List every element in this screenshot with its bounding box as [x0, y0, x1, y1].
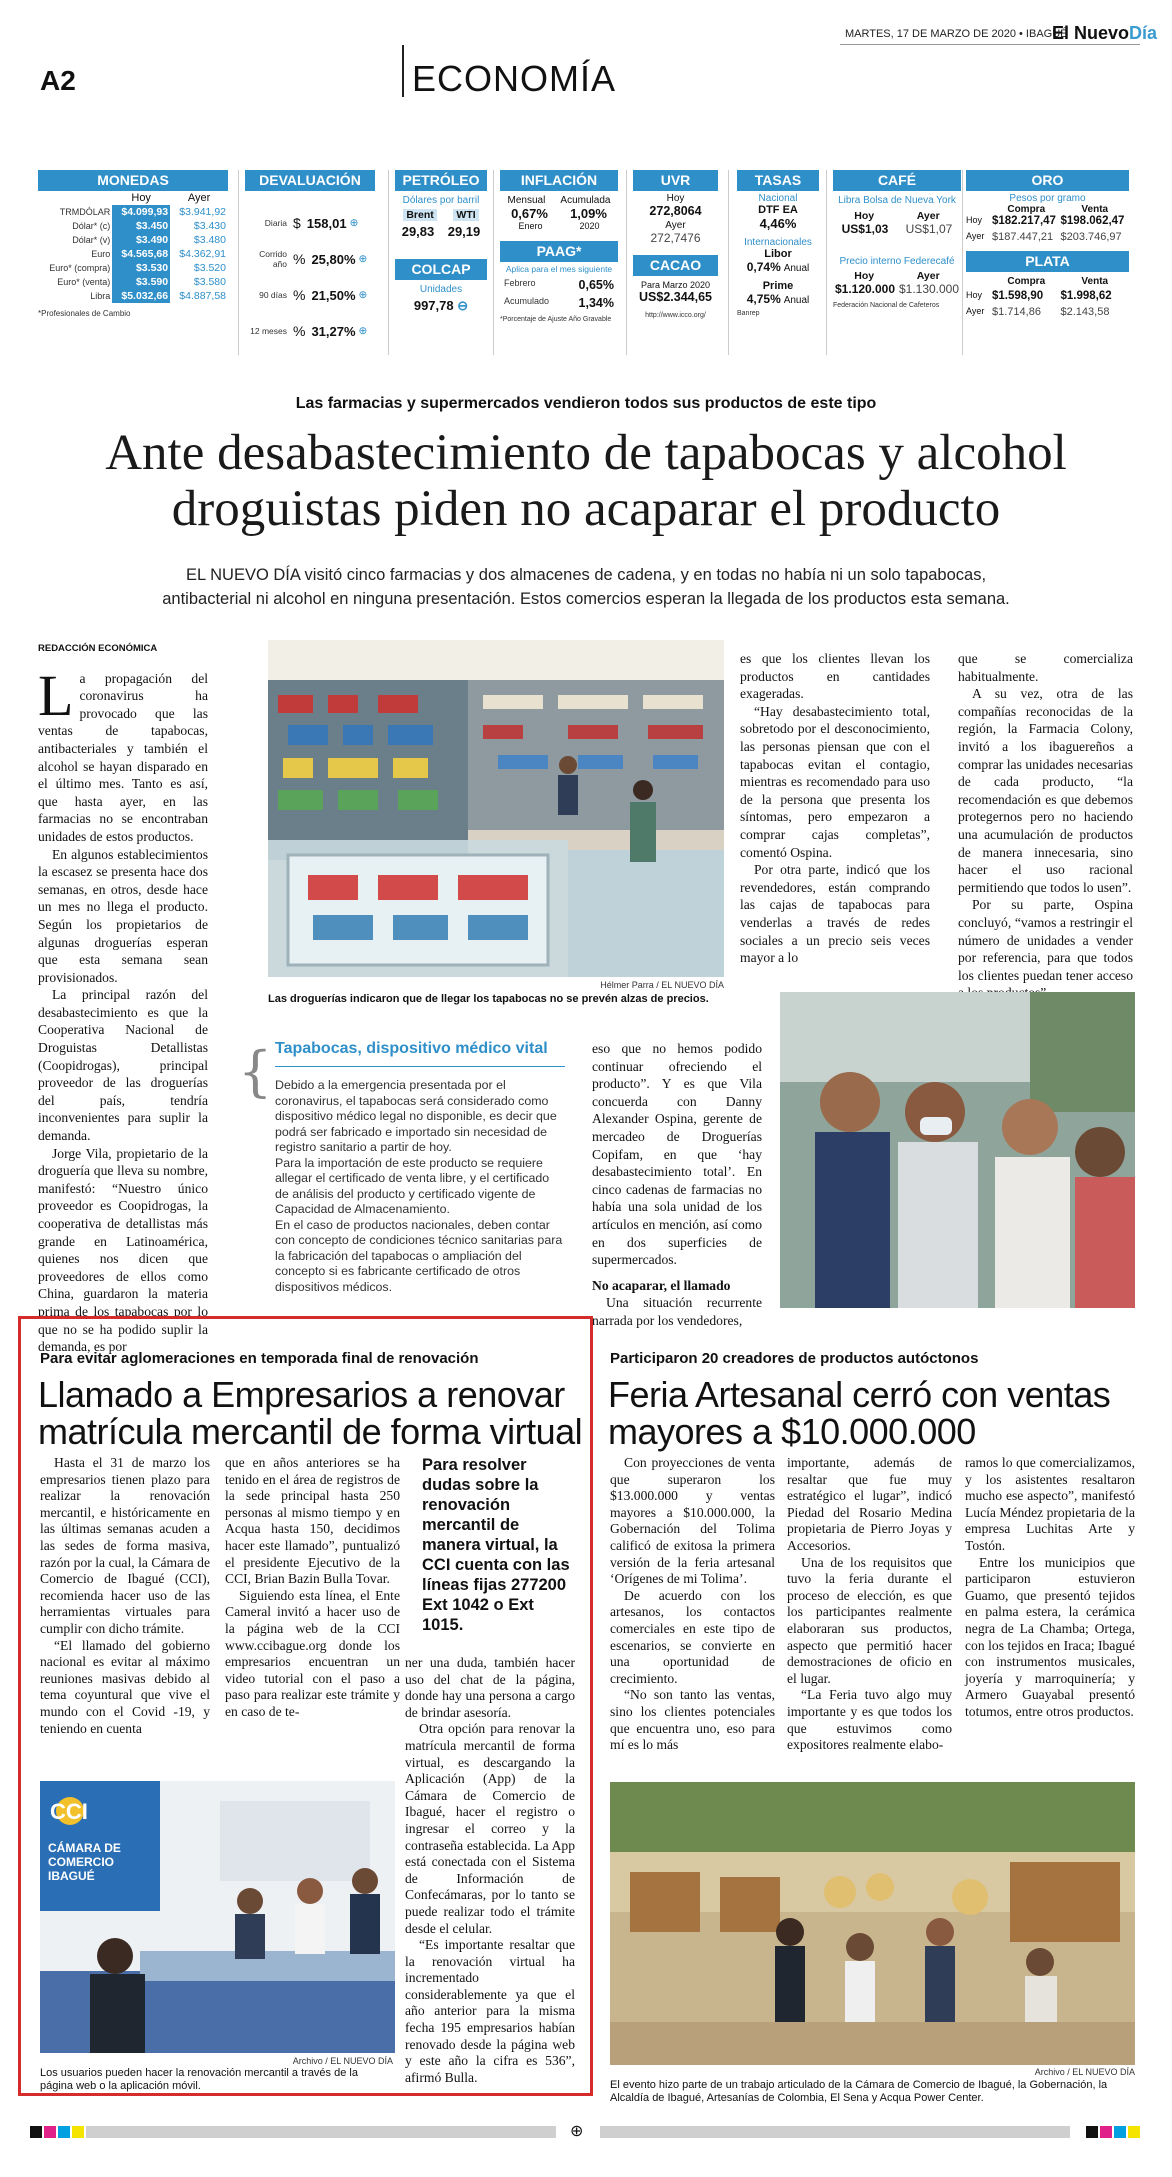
paragraph: Otra opción para renovar la matrícula mercantil de forma virtual, es descargando la Aplicación (App) de la Cámara de Comercio de Ibagué, hacer el registro o ingresar el correo y la contraseña establecida. La App está conectada con el Sistema de Información de Confecámaras, por lo tanto se puede realizar todo el trámite desde el celular.: [405, 1721, 575, 1936]
oro-row-ayer: Ayer $187.447,21 $203.746,97: [966, 231, 1122, 243]
paragraph: “El llamado del gobierno nacional es evitar al máximo reuniones masivas debido al tema coyuntural que vive el mundo con el Covid -19, y teniendo en cuenta: [40, 1637, 210, 1736]
divider: [728, 170, 729, 355]
tasas-note: Banrep: [737, 310, 760, 317]
paragraph: “Hay desabastecimiento total, sobretodo por el desconocimiento, las personas piensan que con el tapabocas evitan el contagio, mientras es recomendado para uso de la persona que presenta los síntomas, pero empezaron a comprar cajas completas”, comentó Ospina.: [740, 703, 930, 860]
arrow-down-icon: ⊖: [457, 298, 469, 313]
table-row: Euro* (compra) $3.530 $3.520: [49, 262, 226, 274]
prime-value: 4,75% Anual: [746, 292, 810, 306]
wti-value: 29,19: [447, 224, 481, 239]
devaluacion-row: 12 meses % 31,27% ⊕: [250, 323, 368, 339]
photo-caption: Las droguerías indicaron que de llegar los tapabocas no se prevén alzas de precios.: [268, 993, 709, 1005]
devaluacion-title: DEVALUACIÓN: [245, 170, 375, 191]
dtf-value: 4,46%: [759, 216, 797, 231]
cacao-value: US$2.344,65: [639, 290, 712, 304]
monedas-title: MONEDAS: [38, 170, 228, 191]
table-row: Libra $5.032,66 $4.887,58: [90, 290, 226, 302]
main-column-4: [958, 650, 1133, 1002]
monedas-table: [38, 191, 228, 303]
main-headline: [20, 425, 1152, 537]
paragraph: En el caso de productos nacionales, deben contar con concepto de condiciones técnico sanitarias para la fabricación del tapabocas o ampliación del concepto si es fabricante certificado de otros dispositivos médicos.: [275, 1217, 563, 1294]
paragraph: Debido a la emergencia presentada por el coronavirus, el tapabocas será considerado como dispositivo médico legal no disponible, es decir que podrá ser fabricado e importado sin necesidad de registro sanitario a partir de hoy.: [275, 1078, 557, 1154]
cacao-note: http://www.icco.org/: [645, 312, 706, 319]
lead-line-2: antibacterial ni alcohol en ninguna presentación. Estos comercios esperan la llegada de los productos esta semana.: [162, 590, 1010, 608]
byline: REDACCIÓN ECONÓMICA: [38, 643, 158, 654]
paag-row: Febrero 0,65%: [504, 278, 614, 292]
paragraph: De acuerdo con los artesanos, los contactos comerciales en este tipo de escenarios, se convierte en una oportunidad de crecimiento.: [610, 1587, 775, 1686]
paragraph: que se comercializa habitualmente.: [958, 651, 1133, 684]
cci-office-photo: [40, 1781, 395, 2053]
arrow-up-icon: ⊕: [358, 253, 368, 265]
cafe-ny-hoy: US$1,03: [841, 222, 889, 236]
petroleo-sub: Dólares por barril: [402, 195, 480, 206]
date-line: MARTES, 17 DE MARZO DE 2020 • IBAGUÉ: [845, 28, 1068, 40]
oro-row-hoy: Hoy $182.217,47 $198.062,47: [966, 215, 1125, 227]
paragraph: A su vez, otra de las compañías reconocidas de la región, la Farmacia Colony, invitó a los ibaguereños a comprar las unidades necesarias de cada producto, “la recomendación es que debemos protegernos pero no haciendo una acumulación de productos de manera innecesaria, sino hacer el uso racional permitiendo que todos lo usen”.: [958, 686, 1133, 895]
col-hoy: Hoy: [131, 192, 151, 204]
cafe-title: CAFÉ: [833, 170, 961, 191]
cafe-ny-ayer: US$1,07: [905, 222, 953, 236]
colcap-value: 997,78 ⊖: [413, 298, 469, 313]
paragraph: Jorge Vila, propietario de la droguería que lleva su nombre, manifestó: “Nuestro único proveedor es Coopidrogas, la cooperativa de detallistas más grande en Latinoamérica, quienes nos dicen que proveedores de ellos como China, guardaron la materia prima de los tapabocas por lo que no se ha podido suplir la demanda, es por: [38, 1145, 208, 1355]
paragraph: “La Feria tuvo algo muy importante y es que todos los que estuvimos como expositores realmente elabo-: [787, 1687, 952, 1753]
col-ayer: Ayer: [187, 192, 211, 204]
tasas-panel: TASAS Nacional DTF EA 4,46% Internacionales Libor 0,74% Anual Prime 4,75% Anual Banrep: [737, 170, 819, 317]
colcap-sub: Unidades: [419, 284, 463, 295]
main-column-3: [740, 650, 930, 967]
right-column-3: [965, 1455, 1135, 1721]
uvr-panel: UVR Hoy 272,8064 Ayer 272,7476 CACAO Para Marzo 2020 US$2.344,65 http://www.icco.org/: [633, 170, 718, 319]
table-row: Euro* (venta) $3.590 $3.580: [57, 276, 226, 288]
paragraph: importante, además de resaltar que fue muy estratégico el lugar”, indicó Piedad del Rosario Medina propietaria de Pierro Joyas y Accesorios.: [787, 1455, 952, 1553]
left-kicker: Para evitar aglomeraciones en temporada final de renovación: [40, 1350, 479, 1367]
paragraph: “Es importante resaltar que la renovación virtual ha incrementado considerablemente ya que el año anterior para la misma fecha 195 empresarios habían renovado desde la página web y este año la cifra es 536”, afirmó Bulla.: [405, 1937, 575, 2085]
table-row: Euro $4.565,68 $4.362,91: [91, 248, 226, 260]
left-column-1: [40, 1455, 210, 1737]
right-kicker: Participaron 20 creadores de productos autóctonos: [610, 1350, 979, 1367]
main-lead: [80, 563, 1092, 611]
paragraph: Por su parte, Ospina concluyó, “vamos a restringir el número de unidades a vender por referencia, para que todos los clientes puedan tener acceso: [958, 897, 1133, 983]
registration-mark-icon: ⊕: [570, 2121, 584, 2140]
paragraph: Entre los municipios que participaron estuvieron Guamo, que presentó tejidos en palma estera, la cerámica negra de La Chamba; Ortega, con los tejidos en Iraca; Ibagué con instrumentos musicales, joyería y marroquinería; y Armero Guayabal presentó totumos, entre otros productos.: [965, 1554, 1135, 1719]
brand-logo: [1052, 23, 1157, 44]
page-number: A2: [40, 65, 76, 96]
headline-line-2: droguistas piden no acaparar el producto: [171, 481, 1001, 537]
photo-credit: Archivo / EL NUEVO DÍA: [1034, 2067, 1135, 2077]
section-name: ECONOMÍA: [412, 58, 617, 99]
paag-note: *Porcentaje de Ajuste Año Gravable: [500, 316, 612, 323]
paragraph: ramos lo que comercializamos, y los asistentes resaltaron mucho ese aspecto”, manifestó Lucía Méndez propietaria de la empresa Luchitas Arte y Tostón.: [965, 1455, 1135, 1553]
pharmacy-photo: [268, 640, 724, 977]
devaluacion-row: 90 días % 21,50% ⊕: [259, 287, 368, 303]
paragraph: Una de los requisitos que tuvo la feria durante el proceso de elección, es que los participantes realmente elaboraran sus productos, aspecto que permitió hacer demostraciones de oficio en el lugar.: [787, 1554, 952, 1686]
cacao-title: CACAO: [633, 255, 718, 276]
photo-credit: Hélmer Parra / EL NUEVO DÍA: [600, 980, 724, 990]
subheading: No acaparar, el llamado: [592, 1277, 731, 1293]
people-illustration: [780, 992, 1135, 1308]
paragraph: Por otra parte, indicó que los revendedores, están comprando las cajas de tapabocas para venderlas a través de redes sociales a un precio seis veces mayor a lo: [740, 862, 930, 966]
photo-credit: Archivo / EL NUEVO DÍA: [292, 2056, 393, 2066]
brent-label: Brent: [403, 209, 436, 221]
paragraph: Con proyecciones de venta que superaron los $13.000.000 y ventas mayores a $10.000.000, la Gobernación del Tolima calificó de exitosa la primera versión de la feria artesanal ‘Orígenes de mi Tolima’.: [610, 1455, 775, 1587]
brace-icon: {: [238, 1040, 273, 1103]
headline-line-1: Ante desabastecimiento de tapabocas y alcohol: [105, 425, 1067, 481]
libor-value: 0,74% Anual: [746, 260, 810, 274]
paragraph: Para la importación de este producto se requiere allegar el certificado de venta libre, y el certificado de análisis del producto y certificado vigente de Capacidad de Almacenamiento.: [275, 1155, 550, 1216]
people-photo: [780, 992, 1135, 1308]
paragraph: Siguiendo esta línea, el Ente Cameral invitó a hacer uso de la página web de la CCI www.ccibague.org donde los empresarios encuentran un video tutorial con el paso a paso para realizar este trámite y en caso de te-: [225, 1587, 400, 1719]
cafe-panel: CAFÉ Libra Bolsa de Nueva York Hoy Ayer US$1,03 US$1,07 Precio interno Federecafé Hoy Ayer $1.120.000 $1.130.000 Federación Nacional de Cafeteros: [833, 172, 960, 309]
main-column-1: [38, 640, 208, 1356]
main-kicker: Las farmacias y supermercados vendieron todos sus productos de este tipo: [295, 395, 877, 412]
drop-cap: L: [38, 662, 74, 728]
inflacion-mensual: 0,67%: [511, 206, 548, 221]
cafe-int-ayer: $1.130.000: [898, 282, 960, 296]
paag-row: Acumulado 1,34%: [504, 296, 614, 310]
photo-caption: El evento hizo parte de un trabajo articulado de la Cámara de Comercio de Ibagué, la Gobernación, la Alcaldía de Ibagué, Artesanías de Colombia, El Sena y Acqua Power Center.: [610, 2079, 1108, 2104]
table-row: Dólar* (v) $3.490 $3.480: [72, 234, 226, 246]
petroleo-title: PETRÓLEO: [395, 170, 487, 191]
left-headline: Llamado a Empresarios a renovar matrícula mercantil de forma virtual: [38, 1374, 583, 1452]
petroleo-panel: [395, 170, 487, 314]
left-column-2: [225, 1455, 400, 1721]
fair-photo: [610, 1782, 1135, 2065]
paragraph: Una situación recurrente narrada por los vendedores,: [592, 1295, 762, 1328]
plata-row-ayer: Ayer $1.714,86 $2.143,58: [966, 306, 1110, 318]
cci-sign: CÁMARA DE COMERCIO IBAGUÉ: [48, 1841, 121, 1883]
main-column-3-lower: [592, 1040, 762, 1330]
table-row: Dólar* (c) $3.450 $3.430: [72, 220, 226, 232]
brent-value: 29,83: [401, 224, 435, 239]
sidebar-box-rule: [275, 1066, 565, 1067]
paag-sub: Aplica para el mes siguiente: [505, 264, 613, 274]
divider: [238, 170, 239, 355]
divider: [826, 170, 827, 355]
monedas-note: *Profesionales de Cambio: [38, 309, 131, 318]
section-divider: [402, 45, 404, 97]
header-rule: [840, 44, 1140, 45]
uvr-hoy: 272,8064: [649, 204, 702, 218]
divider: [388, 170, 389, 355]
right-headline: Feria Artesanal cerró con ventas mayores a $10.000.000: [608, 1374, 1111, 1452]
color-registration-strip: [30, 2121, 1142, 2140]
table-row: TRMDÓLAR $4.099,93 $3.941,92: [59, 206, 226, 218]
paragraph: Hasta el 31 de marzo los empresarios tienen plazo para realizar la renovación mercantil, e históricamente en las últimas semanas acuden a las sedes de forma masiva, razón por la cual, la Cámara de Comercio de Ibagué (CCI), recomienda hacer uso de las herramientas virtuales para cumplir con dicho trámite.: [40, 1455, 210, 1636]
paragraph: La propagación del coronavirus ha provocado que las ventas de tapabocas, antibacteriales y también el alcohol se hayan disparado en el último mes. Tanto es así, que hasta ayer, en las farmacias no se encontraban unidades de estos productos.: [38, 662, 208, 844]
inflacion-acumulada: 1,09%: [570, 206, 607, 221]
devaluacion-row: Corrido año % 25,80% ⊕: [259, 249, 368, 269]
pull-quote: Para resolver dudas sobre la renovación mercantil de manera virtual, la CCI cuenta con las líneas fijas 277200 Ext 1042 o Ext 1015.: [422, 1456, 570, 1634]
sidebar-box-text: [275, 1078, 565, 1295]
paragraph: En algunos establecimientos la escasez se presenta hace dos semanas, en otros, desde hace un mes no llega el producto. Según los propietarios de algunas droguerías esperan que esta semana sean provisionados.: [38, 846, 208, 985]
colcap-title: COLCAP: [395, 259, 487, 280]
photo-caption: Los usuarios pueden hacer la renovación mercantil a través de la página web o la aplicación móvil.: [40, 2067, 358, 2092]
divider: [493, 170, 494, 355]
right-column-2: [787, 1455, 952, 1754]
cafe-note: Federación Nacional de Cafeteros: [833, 302, 940, 309]
paragraph: eso que no hemos podido continuar ofreciendo el producto”. Y es que Vila concuerda con Danny Alexander Ospina, gerente de mercadeo de Droguerías Copifam, en que ‘hay desabastecimiento total’. En cinco cadenas de farmacias no había una sola unidad de los artículos en mención, así como en dos superficies de supermercados.: [592, 1041, 762, 1268]
arrow-up-icon: ⊕: [358, 289, 368, 301]
uvr-title: UVR: [633, 170, 718, 191]
plata-title: PLATA: [966, 251, 1129, 272]
paragraph: que en años anteriores se ha tenido en el área de registros de la sede principal hasta 250 personas al mismo tiempo y en Acqua hasta 150, decidimos hacer este llamado”, puntualizó el presidente Ejecutivo de la CCI, Brian Bazin Bulla Tovar.: [225, 1455, 400, 1587]
wti-label: WTI: [453, 209, 478, 221]
fair-illustration: [610, 1782, 1135, 2065]
lead-line-1: EL NUEVO DÍA visitó cinco farmacias y dos almacenes de cadena, y en todas no había ni un solo tapabocas,: [185, 566, 987, 584]
cafe-int-hoy: $1.120.000: [834, 282, 896, 296]
sidebar-box-title: Tapabocas, dispositivo médico vital: [275, 1040, 548, 1057]
divider: [626, 170, 627, 355]
plata-row-hoy: Hoy $1.598,90 $1.998,62: [966, 290, 1112, 302]
brand-part-b: Día: [1129, 23, 1158, 43]
paragraph: ner una duda, también hacer uso del chat de la página, donde hay una persona a cargo de brindar asesoría.: [405, 1655, 575, 1720]
arrow-up-icon: ⊕: [358, 325, 368, 337]
inflacion-title: INFLACIÓN: [500, 170, 618, 191]
cci-office-illustration: [40, 1781, 395, 2053]
uvr-ayer: 272,7476: [650, 231, 701, 245]
cci-logo: CCI: [50, 1799, 88, 1824]
devaluacion-row: Diaria $ 158,01 ⊕: [264, 215, 359, 231]
paragraph: La principal razón del desabastecimiento es que la Cooperativa Nacional de Droguistas Detallistas (Coopidrogas), principal proveedor de las droguerías del país, tendría inconvenientes para suplir la demanda.: [38, 987, 208, 1144]
paragraph: es que los clientes llevan los productos en cantidades exageradas.: [740, 651, 930, 702]
divider: [962, 170, 963, 355]
arrow-up-icon: ⊕: [349, 217, 359, 229]
devaluacion-panel: [245, 170, 375, 349]
right-column-1: [610, 1455, 775, 1754]
oro-panel: ORO Pesos por gramo Compra Venta Hoy $182.217,47 $198.062,47 Ayer $187.447,21 $203.746,97 PLATA Compra Venta Hoy $1.598,90 $1.998,62 Ayer $1.714,86 $2.143,58: [966, 170, 1129, 318]
left-column-3: [405, 1655, 575, 2086]
paag-title: PAAG*: [500, 241, 618, 262]
tasas-title: TASAS: [737, 170, 819, 191]
paragraph: “No son tanto las ventas, sino los clientes potenciales que encuentra uno, eso para mí es lo más: [610, 1687, 775, 1753]
pharmacy-illustration: [268, 640, 724, 977]
monedas-panel: [38, 170, 228, 318]
oro-title: ORO: [966, 170, 1129, 191]
brand-part-a: El Nuevo: [1052, 23, 1130, 43]
inflacion-panel: INFLACIÓN Mensual Acumulada 0,67% 1,09% Enero 2020 PAAG* Aplica para el mes siguiente Febrero 0,65% Acumulado 1,34% *Porcentaje de Ajuste Año Gravable: [500, 170, 618, 323]
